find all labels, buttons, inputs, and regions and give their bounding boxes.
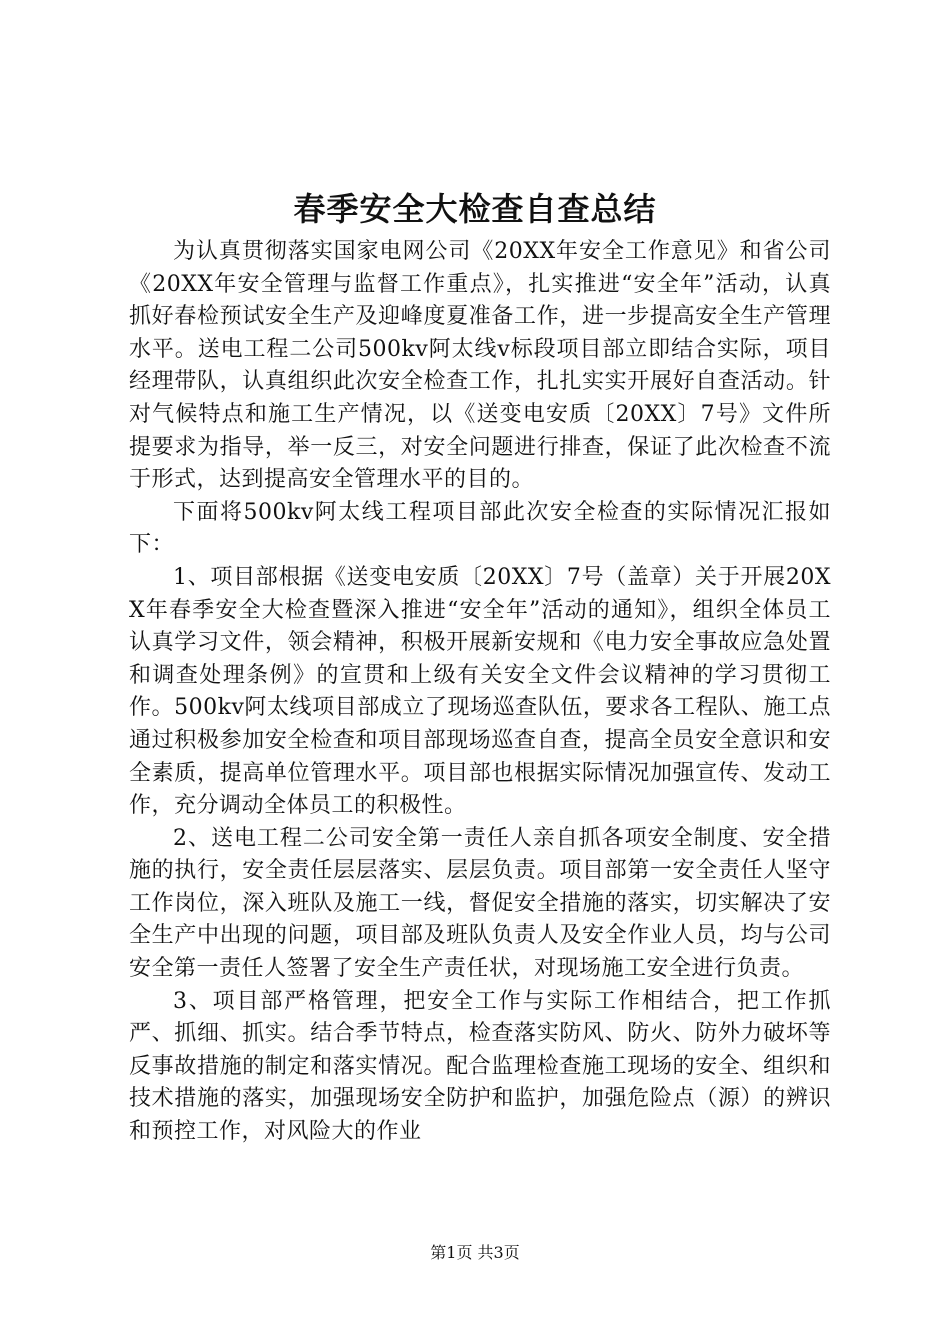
paragraph-intro: 为认真贯彻落实国家电网公司《20XX年安全工作意见》和省公司《20XX年安全管理与监督工作重点》，扎实推进“安全年”活动，认真抓好春检预试安全生产及迎峰度夏准备工作，进一步提高安全生产管理水平。送电工程二公司500kv阿太线v标段项目部立即结合实际，项目经理带队，认真组织此次安全检查工作，扎扎实实开展好自查活动。针对气候特点和施工生产情况，以《送变电安质〔20XX〕7号》文件所提要求为指导，举一反三，对安全问题进行排查，保证了此次检查不流于形式，达到提高安全管理水平的目的。 (129, 239, 831, 493)
paragraph-item-2: 2、送电工程二公司安全第一责任人亲自抓各项安全制度、安全措施的执行，安全责任层层落实、层层负责。项目部第一安全责任人坚守工作岗位，深入班队及施工一线，督促安全措施的落实，切实解决了安全生产中出现的问题，项目部及班队负责人及安全作业人员，均与公司安全第一责任人签署了安全生产责任状，对现场施工安全进行负责。 (129, 825, 831, 982)
paragraph-item-3: 3、项目部严格管理，把安全工作与实际工作相结合，把工作抓严、抓细、抓实。结合季节特点，检查落实防风、防火、防外力破坏等反事故措施的制定和落实情况。配合监理检查施工现场的安全、组织和技术措施的落实，加强现场安全防护和监护，加强危险点（源）的辨识和预控工作，对风险大的作业 (129, 988, 831, 1145)
page-number-footer: 第1页 共3页 (430, 1243, 520, 1262)
paragraph-item-1: 1、项目部根据《送变电安质〔20XX〕7号（盖章）关于开展20XX年春季安全大检查暨深入推进“安全年”活动的通知》，组织全体员工认真学习文件，领会精神，积极开展新安规和《电力安全事故应急处置和调查处理条例》的宣贯和上级有关安全文件会议精神的学习贯彻工作。500kv阿太线项目部成立了现场巡查队伍，要求各工程队、施工点通过积极参加安全检查和项目部现场巡查自查，提高全员安全意识和安全素质，提高单位管理水平。项目部也根据实际情况加强宣传、发动工作，充分调动全体员工的积极性。 (129, 564, 831, 819)
document-title: 春季安全大检查自查总结 (293, 190, 657, 228)
paragraph-report-lead: 下面将500kv阿太线工程项目部此次安全检查的实际情况汇报如下： (129, 499, 831, 558)
document-body (129, 236, 831, 1149)
